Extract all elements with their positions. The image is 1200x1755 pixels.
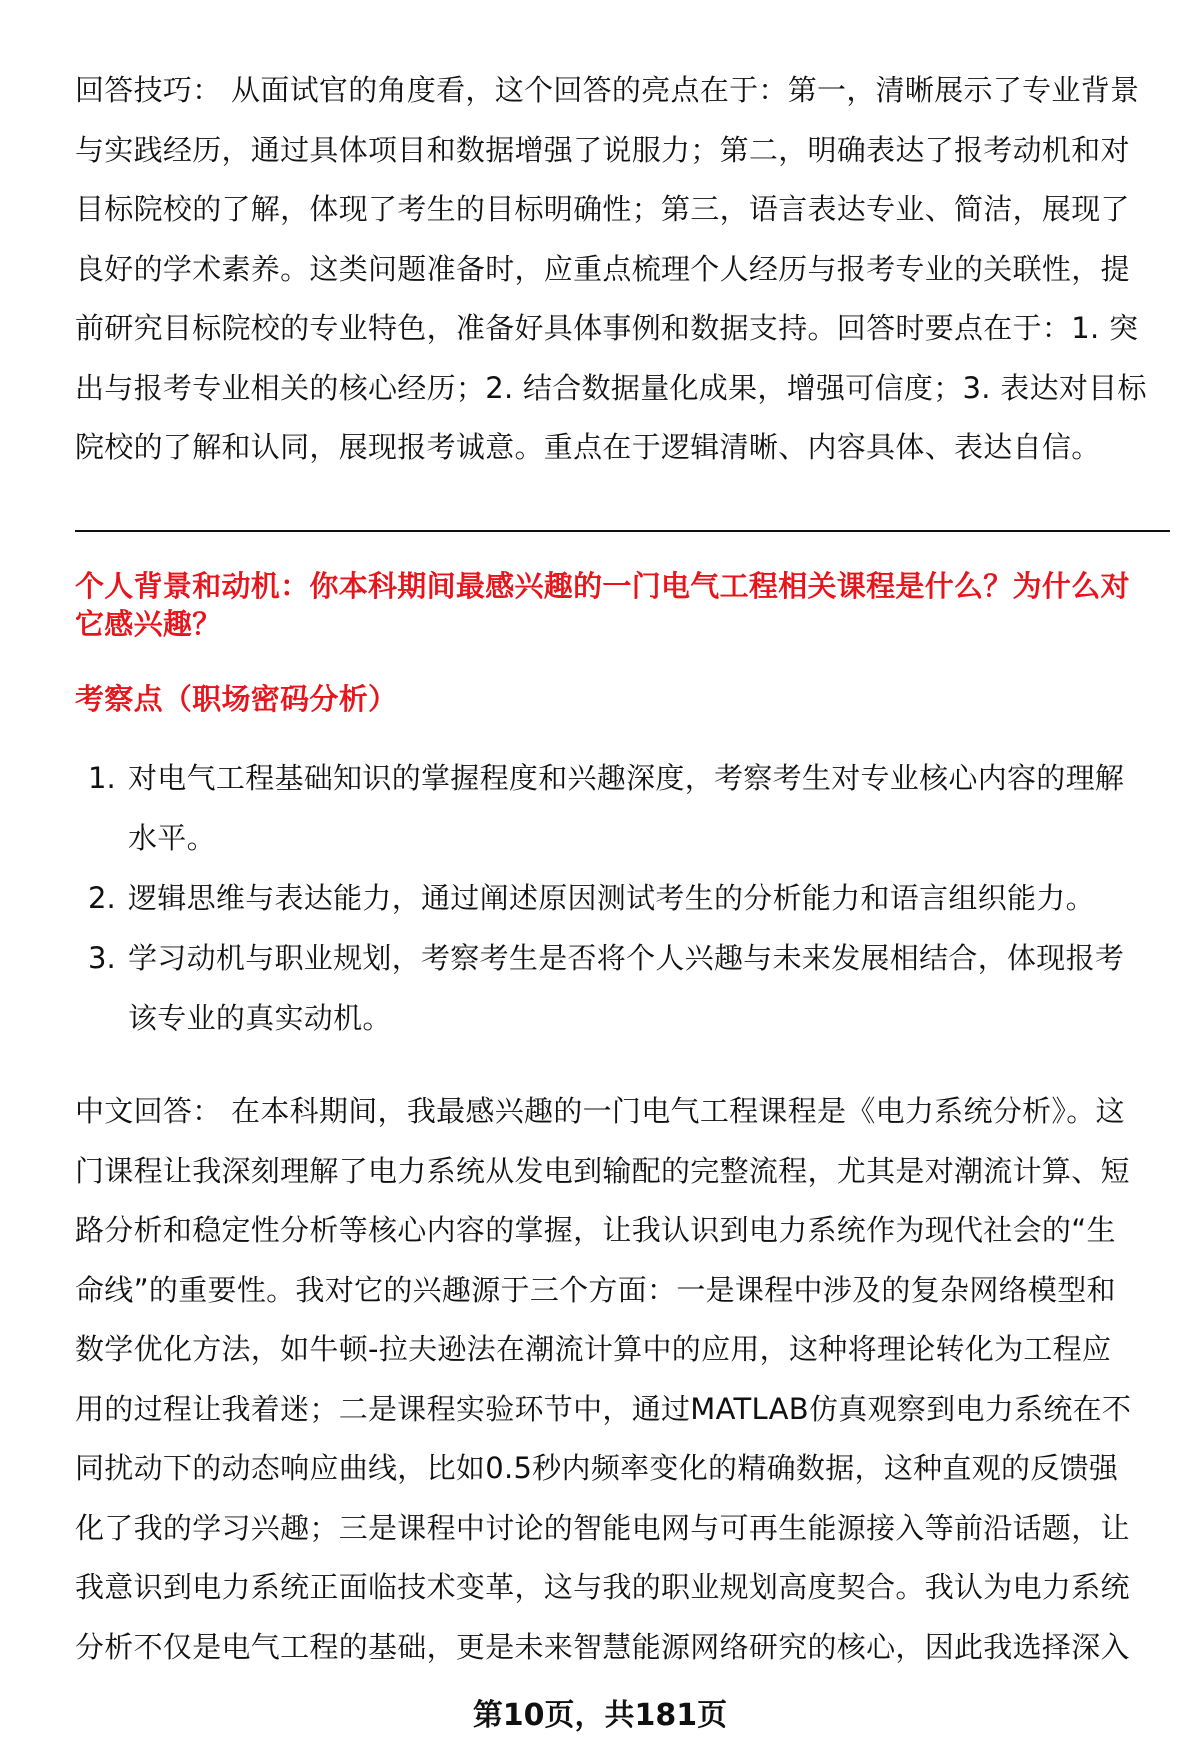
paragraph-line: 院校的了解和认同，展现报考诚意。重点在于逻辑清晰、内容具体、表达自信。 [75, 430, 1101, 464]
paragraph-line: 前研究目标院校的专业特色，准备好具体事例和数据支持。回答时要点在于：1. 突 [75, 311, 1139, 345]
list-number: 3. [88, 941, 116, 975]
paragraph-line: 路分析和稳定性分析等核心内容的掌握，让我认识到电力系统作为现代社会的“生 [75, 1213, 1116, 1247]
paragraph-line: 同扰动下的动态响应曲线，比如0.5秒内频率变化的精确数据，这种直观的反馈强 [75, 1451, 1119, 1485]
list-item-line: 逻辑思维与表达能力，通过阐述原因测试考生的分析能力和语言组织能力。 [128, 881, 1095, 915]
question-line: 个人背景和动机：你本科期间最感兴趣的一门电气工程相关课程是什么？为什么对 [75, 569, 1130, 603]
paragraph-line: 出与报考专业相关的核心经历；2. 结合数据量化成果，增强可信度；3. 表达对目标 [75, 370, 1147, 405]
paragraph-line: 门课程让我深刻理解了电力系统从发电到输配的完整流程，尤其是对潮流计算、短 [75, 1153, 1130, 1188]
list-item-line: 该专业的真实动机。 [128, 1001, 392, 1035]
question-line: 它感兴趣？ [75, 607, 222, 641]
paragraph-line: 命线”的重要性。我对它的兴趣源于三个方面：一是课程中涉及的复杂网络模型和 [75, 1272, 1116, 1307]
paragraph-line: 良好的学术素养。这类问题准备时，应重点梳理个人经历与报考专业的关联性，提 [75, 251, 1130, 286]
paragraph-line: 数学优化方法，如牛顿-拉夫逊法在潮流计算中的应用，这种将理论转化为工程应 [75, 1332, 1112, 1366]
paragraph-line: 用的过程让我着迷；二是课程实验环节中，通过MATLAB仿真观察到电力系统在不 [75, 1391, 1132, 1426]
focus-heading: 考察点（职场密码分析） [75, 682, 398, 716]
list-item-line: 对电气工程基础知识的掌握程度和兴趣深度，考察考生对专业核心内容的理解 [128, 761, 1125, 795]
list-item-line: 水平。 [128, 821, 216, 855]
list-number: 1. [88, 761, 116, 795]
paragraph-line: 目标院校的了解，体现了考生的目标明确性；第三，语言表达专业、简洁，展现了 [75, 192, 1130, 226]
paragraph-line: 化了我的学习兴趣；三是课程中讨论的智能电网与可再生能源接入等前沿话题，让 [75, 1510, 1130, 1545]
list-number: 2. [88, 881, 116, 915]
paragraph-line: 中文回答： 在本科期间，我最感兴趣的一门电气工程课程是《电力系统分析》。这 [75, 1094, 1125, 1128]
page-number: 第10页，共181页 [472, 1698, 728, 1733]
paragraph-line: 分析不仅是电气工程的基础，更是未来智慧能源网络研究的核心，因此我选择深入 [75, 1629, 1130, 1664]
paragraph-line: 我意识到电力系统正面临技术变革，这与我的职业规划高度契合。我认为电力系统 [75, 1570, 1130, 1604]
paragraph-line: 回答技巧： 从面试官的角度看，这个回答的亮点在于：第一，清晰展示了专业背景 [75, 73, 1140, 107]
paragraph-line: 与实践经历，通过具体项目和数据增强了说服力；第二，明确表达了报考动机和对 [75, 132, 1130, 167]
section-divider [75, 530, 1170, 532]
list-item-line: 学习动机与职业规划，考察考生是否将个人兴趣与未来发展相结合，体现报考 [128, 941, 1125, 975]
